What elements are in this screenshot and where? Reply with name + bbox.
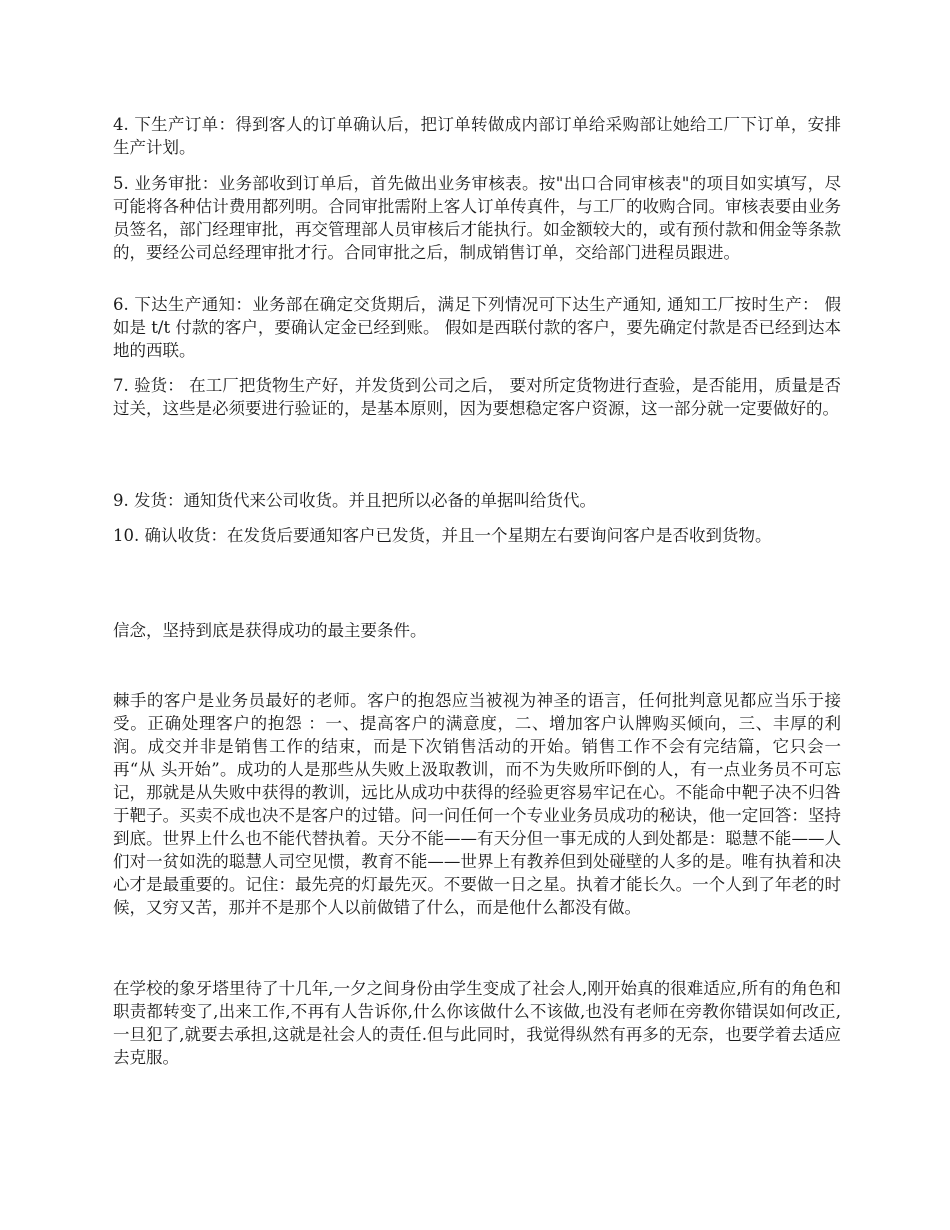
paragraph-step-4: 4. 下生产订单：得到客人的订单确认后，把订单转做成内部订单给采购部让她给工厂下订单，安排生产计划。 <box>113 115 841 157</box>
paragraph-belief: 信念，坚持到底是获得成功的最主要条件。 <box>113 621 427 640</box>
paragraph-step-10: 10. 确认收货：在发货后要通知客户已发货，并且一个星期左右要询问客户是否收到货物。 <box>113 526 772 545</box>
paragraph-step-6: 6. 下达生产通知：业务部在确定交货期后，满足下列情况可下达生产通知, 通知工厂按时生产： 假如是 t/t 付款的客户，要确认定金已经到账。 假如是西联付款的客户，要先确定付款是否已经到达本地的西联。 <box>113 295 841 360</box>
paragraph-difficult-customers: 棘手的客户是业务员最好的老师。客户的抱怨应当被视为神圣的语言，任何批判意见都应当乐于接受。正确处理客户的抱怨 ：一、提高客户的满意度，二、增加客户认牌购买倾向，三、丰厚的利润。成交并非是销售工作的结束，而是下次销售活动的开始。销售工作不会有完结篇，它只会一再“从 头开始”。成功的人是那些从失败上汲取教训，而不为失败所吓倒的人，有一点业务员不可忘记，那就是从失败中获得的教训，远比从成功中获得的经验更容易牢记在心。不能命中靶子决不归咎于靶子。买卖不成也决不是客户的过错。问一问任何一个专业业务员成功的秘诀，他一定回答：坚持到底。世界上什么也不能代替执着。天分不能——有天分但一事无成的人到处都是：聪慧不能——人们对一贫如洗的聪慧人司空见惯，教育不能——世界上有教养但到处碰壁的人多的是。唯有执着和决心才是最重要的。记住：最先亮的灯最先灭。不要做一日之星。执着才能长久。一个人到了年老的时候，又穷又苦，那并不是那个人以前做错了什么，而是他什么都没有做。 <box>113 691 841 917</box>
paragraph-step-9: 9. 发货：通知货代来公司收货。并且把所以必备的单据叫给货代。 <box>113 491 596 510</box>
paragraph-step-7: 7. 验货： 在工厂把货物生产好，并发货到公司之后， 要对所定货物进行查验，是否能用，质量是否过关，这些是必须要进行验证的，是基本原则，因为要想稳定客户资源，这一部分就一定要做好的。 <box>113 376 841 418</box>
paragraph-step-5: 5. 业务审批：业务部收到订单后，首先做出业务审核表。按"出口合同审核表"的项目如实填写，尽可能将各种估计费用都列明。合同审批需附上客人订单传真件，与工厂的收购合同。审核表要由业务员签名，部门经理审批，再交管理部人员审核后才能执行。如金额较大的，或有预付款和佣金等条款的，要经公司总经理审批才行。合同审批之后，制成销售订单，交给部门进程员跟进。 <box>113 174 841 262</box>
paragraph-school-to-society: 在学校的象牙塔里待了十几年,一夕之间身份由学生变成了社会人,刚开始真的很难适应,所有的角色和职责都转变了,出来工作,不再有人告诉你,什么你该做什么不该做,也没有老师在旁教你错误如何改正,一旦犯了,就要去承担,这就是社会人的责任.但与此同时，我觉得纵然有再多的无奈，也要学着去适应去克服。 <box>113 979 841 1067</box>
